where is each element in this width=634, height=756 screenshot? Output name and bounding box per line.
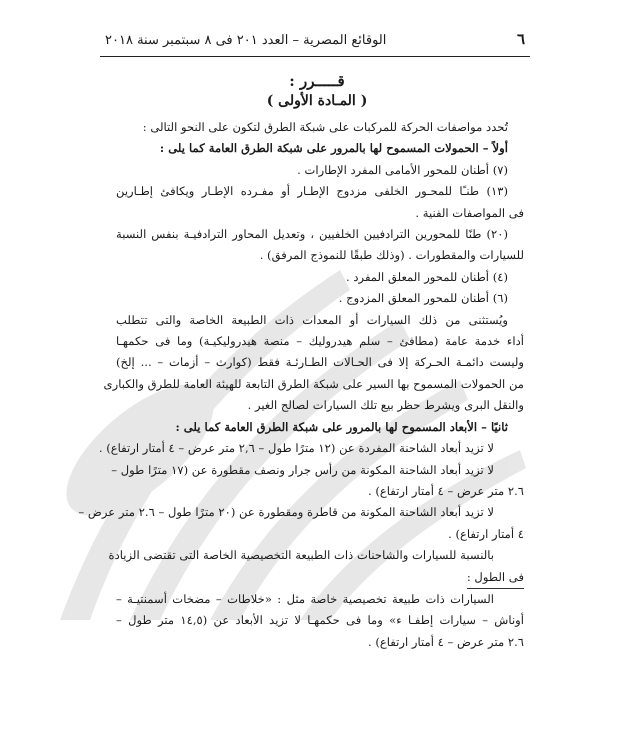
body-line: والنقل البرى ويشرط حظر بيع تلك السيارات لصالح الغير . [247,398,524,413]
body-line: (٦) أطنان للمحور المعلق المزدوج . [338,291,508,306]
body-line: ٤ أمتار ارتفاع) . [448,526,524,541]
body-line: ٢.٦ متر عرض – ٤ أمتار ارتفاع) . [367,634,524,649]
underlined-text: فى الطول : [467,567,524,589]
body-line: تُحدد مواصفات الحركة للمركبات على شبكة الطرق لتكون على النحو التالى : [142,120,508,134]
page-header [105,30,525,54]
running-head: الوقائع المصرية – العدد ٢٠١ فى ٨ سبتمبر سنة ٢٠١٨ [105,33,387,48]
body-line: فى المواصفات الفنية . [415,205,524,220]
body-line: السيارات ذات طبيعة تخصيصية خاصة مثل : «خلاطات – مضخات أسمنتيـة – [116,591,494,606]
page-number: ٦ [516,30,525,48]
body-line: (١٣) طنـًا للمحـور الخلفى مزدوج الإطـار أو مفـرده الإطـار ويكافئ إطـارين [116,184,508,199]
body-line: (٢٠) طنًا للمحورين الترادفيين الخلفيين ، وتعديل المحاور الترادفيـة بنفس النسبة [116,227,508,242]
decree-title: قـــــرر : [289,72,345,90]
body-line: أوناش – سيارات إطفـا ء» وما فى حكمهـا لا تزيد الأبعاد عن (١٤,٥ متر طول – [116,613,524,628]
body-line: للسيارات والمقطورات . (وذلك طبقًا للنموذج المرفق) . [259,248,524,263]
section-heading: أولاً – الحمولات المسموح لها بالمرور على شبكة الطرق العامة كما يلى : [159,141,508,156]
body-line [116,567,524,589]
body-line: لا تزيد أبعاد الشاحنة المكونة من رأس جرار ونصف مقطورة عن (١٧ مترًا طول – [111,462,494,477]
body-line: لا تزيد أبعاد الشاحنة المفردة عن (١٢ مترًا طول – ٢,٦ متر عرض – ٤ أمتار ارتفاع) . [98,441,494,456]
body-line: ٢.٦ متر عرض – ٤ أمتار ارتفاع) . [367,483,524,498]
body-line: لا تزيد أبعاد الشاحنة المكونة من قاطرة ومقطورة عن (٢٠ مترًا طول – ٢.٦ متر عرض – [78,505,494,520]
body-line: وليست دائمـة الحـركة إلا فى الحـالات الطـارئـة فقط (كوارث – أزمات – ... إلخ) [116,355,524,370]
article-title: ( المـادة الأولى ) [266,93,368,109]
body-line: ويُستثنى من ذلك السيارات أو المعدات ذات الطبيعة الخاصة والتى تتطلب [116,312,508,327]
decree-body [78,117,524,653]
body-line: أداء خدمة عامة (مطافئ – سلم هيدروليك – منصة هيدروليكيـة) وما فى حكمهـا [116,334,524,349]
body-line: (٧) أطنان للمحور الأمامى المفرد الإطارات . [297,162,508,177]
section-heading: ثانيًا – الأبعاد المسموح لها بالمرور على شبكة الطرق العامة كما يلى : [175,419,508,434]
body-line: من الحمولات المسموح بها السير على شبكة الطرق التابعة للهيئة العامة للطرق والكبارى [103,376,524,391]
header-rule [100,56,530,57]
body-line: بالنسبة للسيارات والشاحنات ذات الطبيعة التخصيصية الخاصة التى تقتضى الزيادة [108,548,494,563]
body-line: (٤) أطنان للمحور المعلق المفرد . [346,269,508,284]
